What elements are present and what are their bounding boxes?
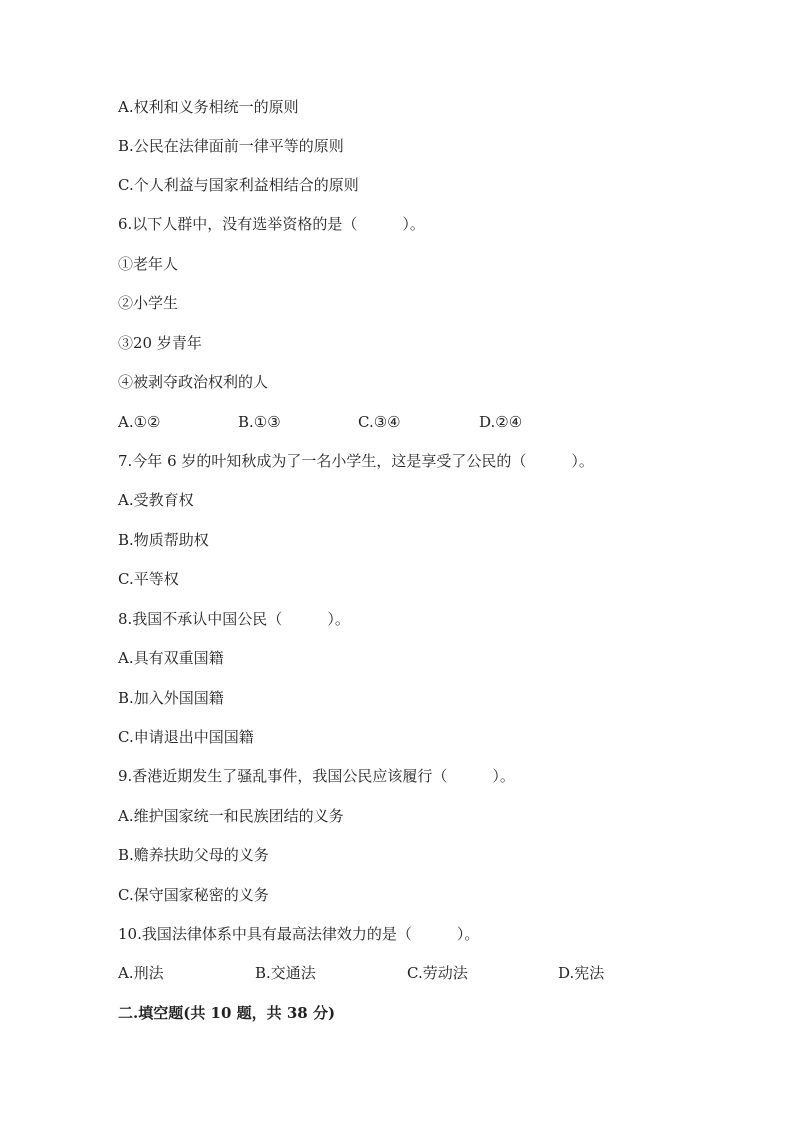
q8-option-a: A.具有双重国籍: [118, 649, 224, 667]
q6-stem: 6.以下人群中，没有选举资格的是（ ）。: [118, 215, 425, 233]
q7-option-c: C.平等权: [118, 570, 179, 588]
q9-option-c: C.保守国家秘密的义务: [118, 886, 269, 904]
q6-option-c: C.③④: [358, 413, 401, 431]
q6-option-b: B.①③: [238, 413, 281, 431]
q6-option-d: D.②④: [479, 413, 523, 431]
q10-option-b: B.交通法: [255, 964, 316, 982]
q9-option-b: B.赡养扶助父母的义务: [118, 846, 269, 864]
q7-stem: 7.今年 6 岁的叶知秋成为了一名小学生，这是享受了公民的（ ）。: [118, 452, 594, 470]
q6-item-1: ①老年人: [118, 255, 179, 273]
q9-stem: 9.香港近期发生了骚乱事件，我国公民应该履行（ ）。: [118, 767, 515, 785]
q7-option-b: B.物质帮助权: [118, 531, 209, 549]
q5-option-c: C.个人利益与国家利益相结合的原则: [118, 176, 359, 194]
q5-option-b: B.公民在法律面前一律平等的原则: [118, 137, 344, 155]
q9-option-a: A.维护国家统一和民族团结的义务: [118, 807, 344, 825]
q6-option-a: A.①②: [118, 413, 161, 431]
q8-stem: 8.我国不承认中国公民（ ）。: [118, 610, 350, 628]
q7-option-a: A.受教育权: [118, 491, 194, 509]
q10-option-c: C.劳动法: [407, 964, 468, 982]
section-2-title: 二.填空题(共 10 题，共 38 分): [118, 1004, 336, 1022]
q5-option-a: A.权利和义务相统一的原则: [118, 98, 299, 116]
q6-item-2: ②小学生: [118, 294, 179, 312]
q6-item-4: ④被剥夺政治权利的人: [118, 373, 269, 391]
q10-stem: 10.我国法律体系中具有最高法律效力的是（ ）。: [118, 925, 480, 943]
q8-option-c: C.申请退出中国国籍: [118, 728, 254, 746]
q6-item-3: ③20 岁青年: [118, 334, 202, 352]
q10-option-a: A.刑法: [118, 964, 164, 982]
q8-option-b: B.加入外国国籍: [118, 689, 224, 707]
q10-option-d: D.宪法: [558, 964, 605, 982]
